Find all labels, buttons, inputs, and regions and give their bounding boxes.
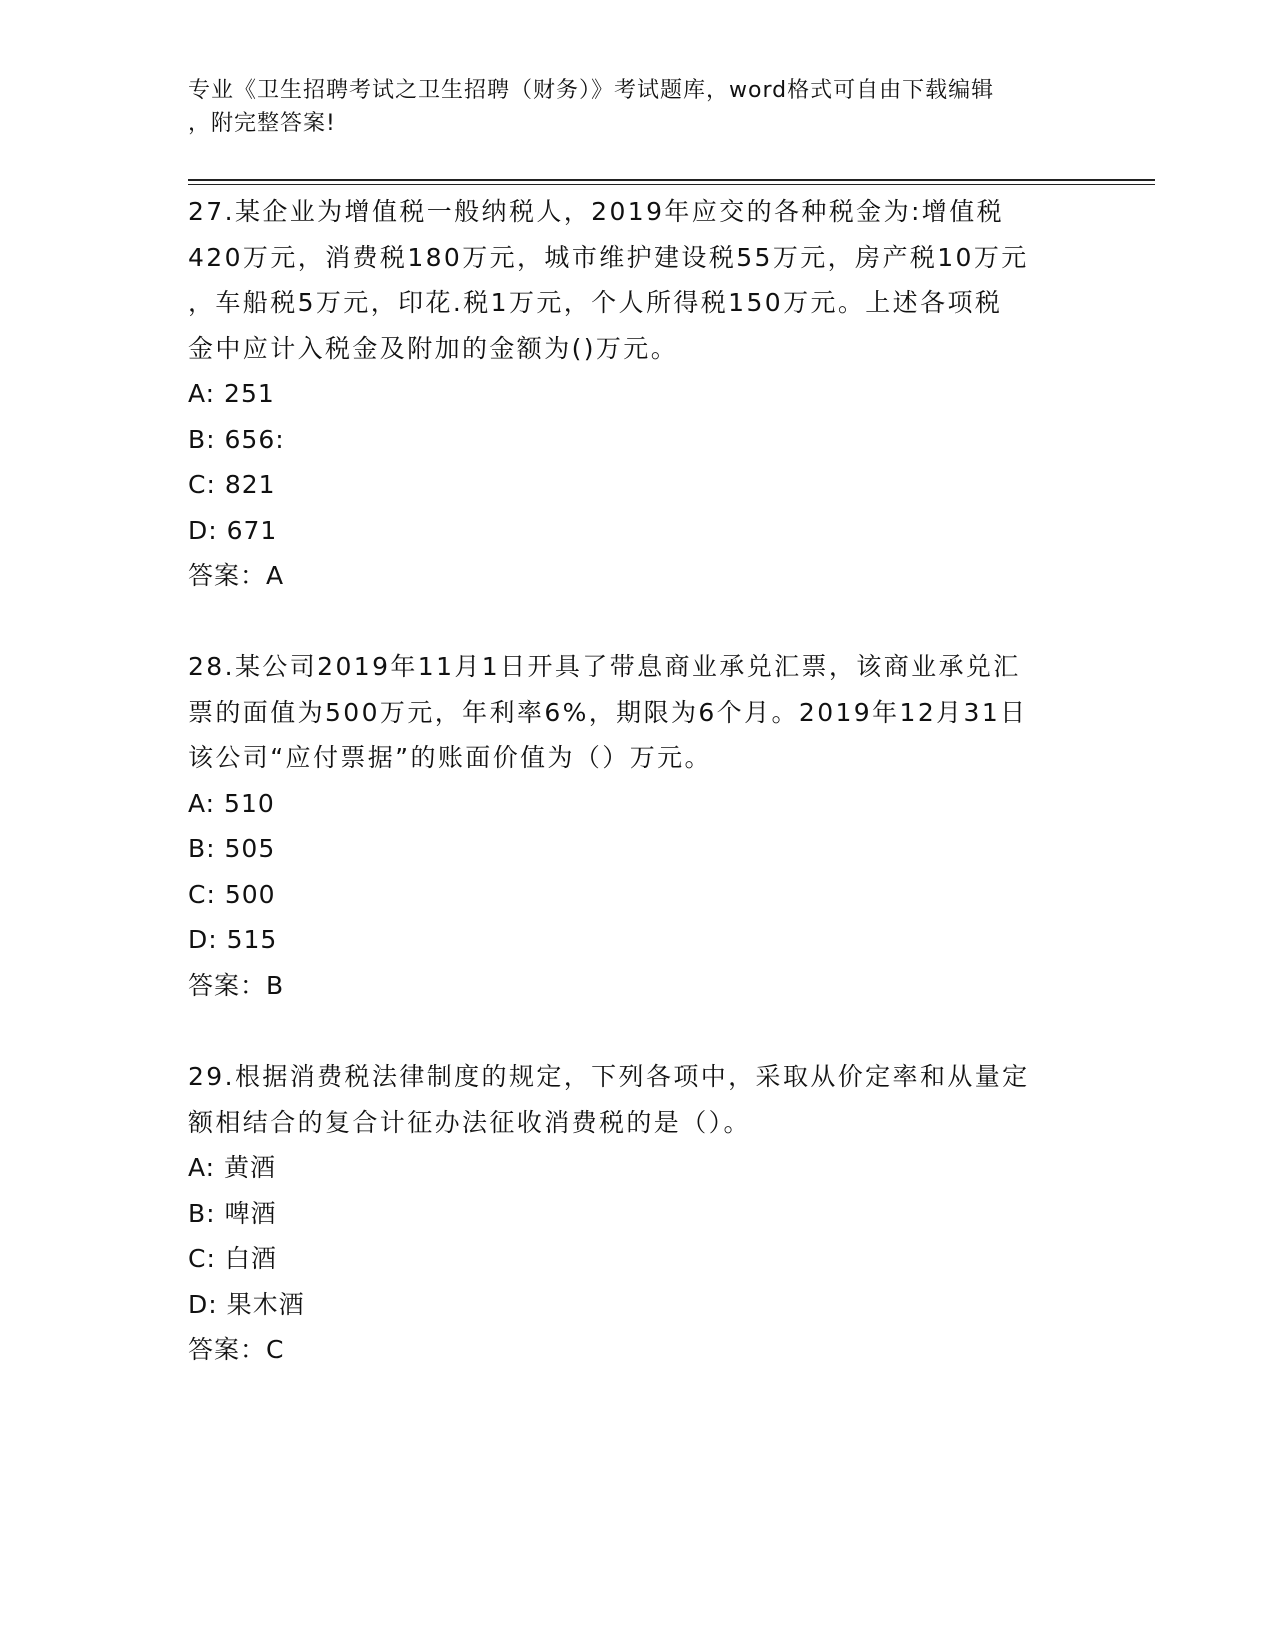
- question-28-line-3: 该公司“应付票据”的账面价值为（）万元。: [188, 743, 712, 772]
- question-27-line-1: 27.某企业为增值税一般纳税人，2019年应交的各种税金为:增值税: [188, 197, 1005, 226]
- question-27-option-d: D: 671: [188, 515, 278, 545]
- question-28-option-d: D: 515: [188, 925, 278, 954]
- question-29-option-b: B: 啤酒: [188, 1198, 277, 1228]
- question-28-option-a: A: 510: [188, 788, 275, 818]
- question-27: [188, 189, 1088, 599]
- question-29-option-c: C: 白酒: [188, 1244, 277, 1273]
- question-27-option-c: C: 821: [188, 470, 276, 499]
- header-line-1: 专业《卫生招聘考试之卫生招聘（财务）》考试题库，word格式可自由下载编辑: [188, 78, 995, 103]
- question-29-line-1: 29.根据消费税法律制度的规定，下列各项中，采取从价定率和从量定: [188, 1062, 1030, 1091]
- question-28-line-2: 票的面值为500万元，年利率6%，期限为6个月。2019年12月31日: [188, 697, 1028, 727]
- header-line-2: ，附完整答案!: [188, 111, 336, 136]
- question-27-answer: 答案：A: [188, 561, 285, 590]
- question-28-option-b: B: 505: [188, 834, 276, 863]
- question-28: [188, 644, 1088, 1008]
- document-header: [188, 74, 1068, 140]
- question-27-option-b: B: 656:: [188, 424, 285, 454]
- header-divider-thin: [188, 184, 1155, 185]
- question-28-answer: 答案：B: [188, 970, 285, 1000]
- question-29-answer: 答案：C: [188, 1335, 285, 1364]
- question-27-line-3: ，车船税5万元，印花.税1万元，个人所得税150万元。上述各项税: [188, 288, 1003, 317]
- question-29-option-d: D: 果木酒: [188, 1289, 305, 1319]
- question-27-line-2: 420万元，消费税180万元，城市维护建设税55万元，房产税10万元: [188, 242, 1029, 272]
- question-29-option-a: A: 黄酒: [188, 1153, 277, 1182]
- header-divider-thick: [188, 179, 1155, 181]
- question-28-line-1: 28.某公司2019年11月1日开具了带息商业承兑汇票，该商业承兑汇: [188, 652, 1021, 681]
- question-27-line-4: 金中应计入税金及附加的金额为()万元。: [188, 333, 679, 363]
- question-28-option-c: C: 500: [188, 879, 276, 909]
- question-29: [188, 1054, 1088, 1373]
- question-29-line-2: 额相结合的复合计征办法征收消费税的是（）。: [188, 1107, 751, 1137]
- question-27-option-a: A: 251: [188, 379, 275, 408]
